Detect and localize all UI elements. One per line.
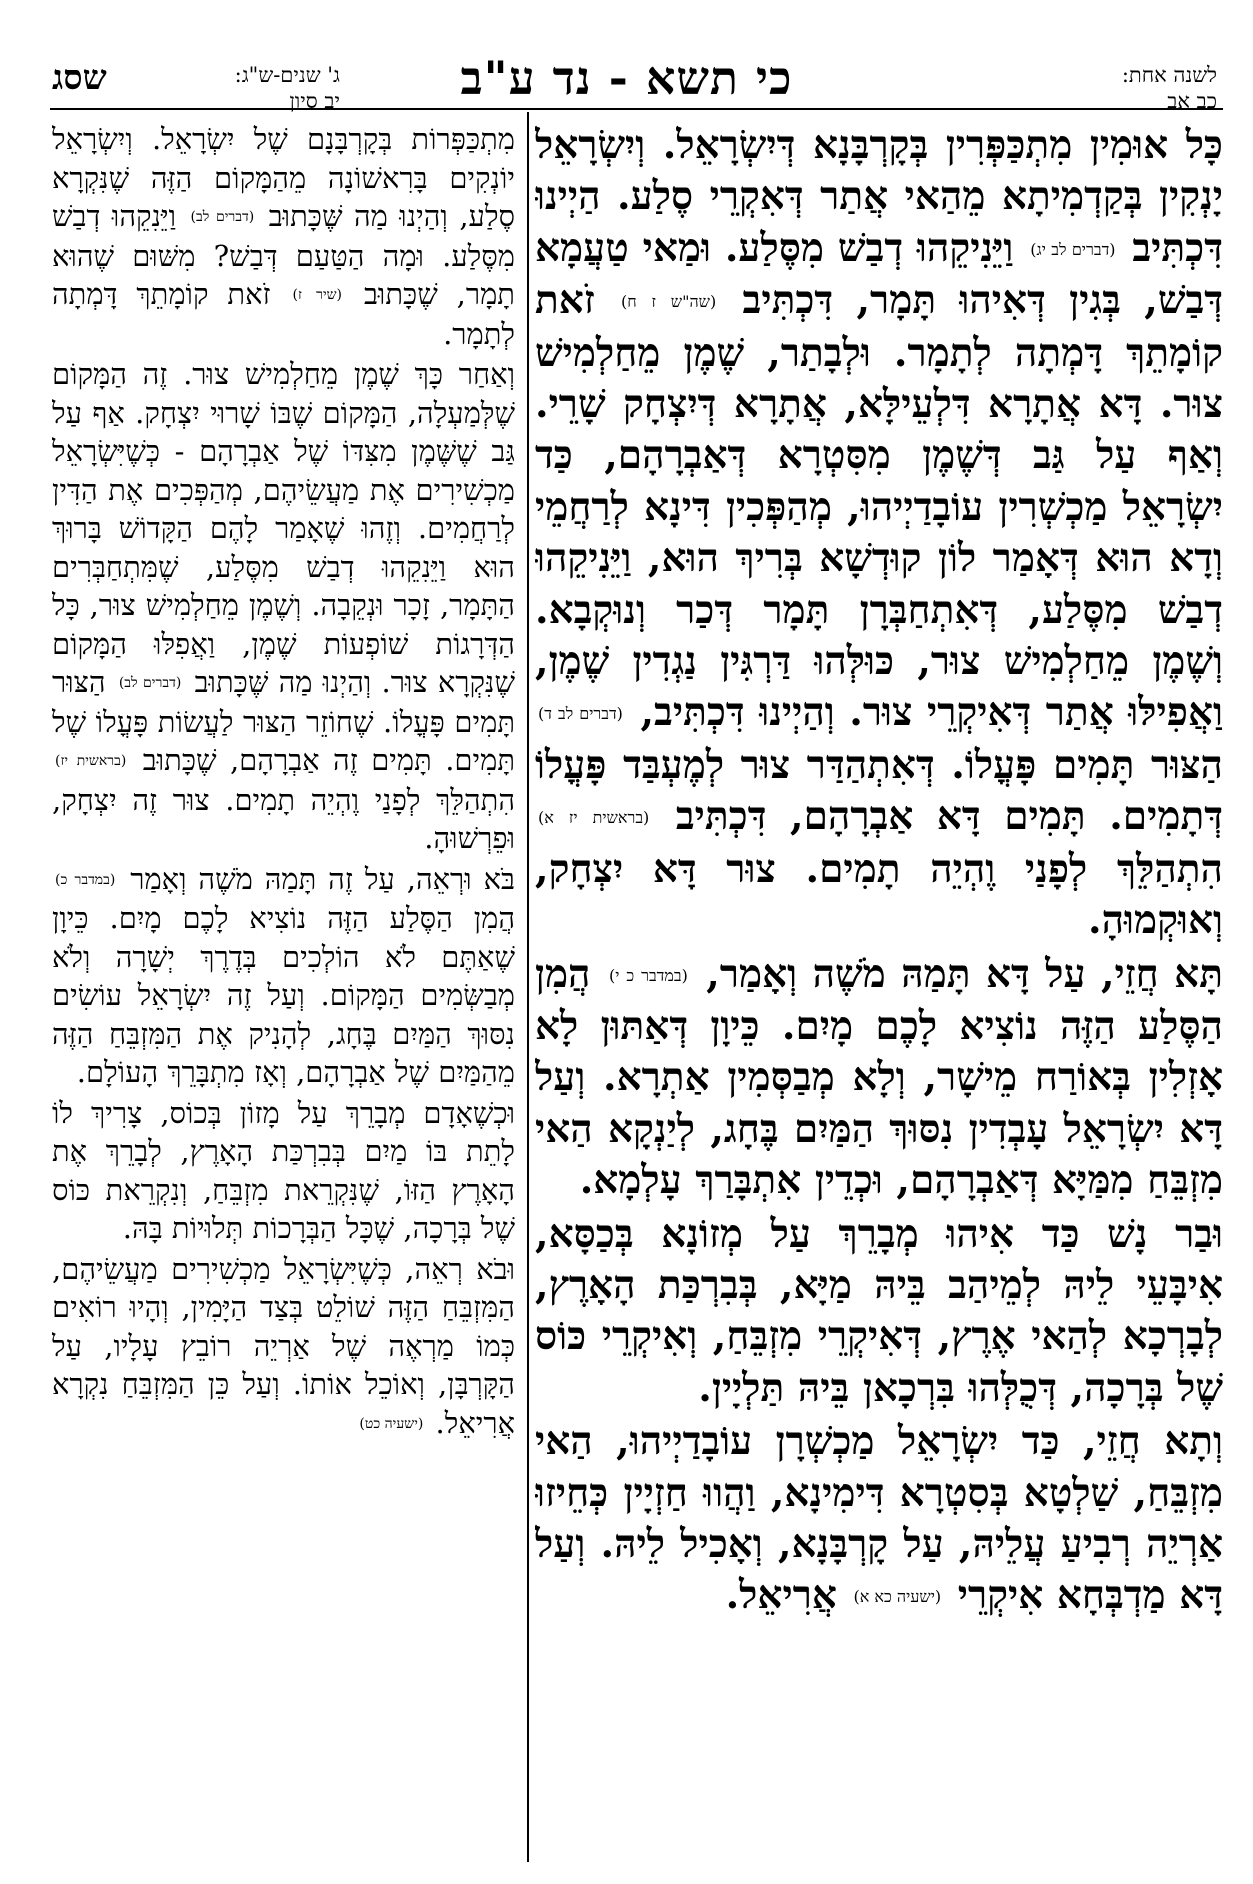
column-divider [527,112,529,1862]
source-reference: (במדבר כ) [55,871,116,888]
translation-paragraph [52,1094,515,1248]
translation-paragraph [52,120,515,353]
header-three-years-date: יב סיון [289,89,340,113]
translation-text: הֲמִן הַסֶּלַע הַזֶּה נוֹצִיא לָכֶם מָיִם. כֵּיוָן שֶׁאַתֶּם לֹא הוֹלְכִים בְּדֶרֶךְ יְשָׁרָה וְלֹא מְבַשְּׂמִים הַמָּקוֹם. וְעַל זֶה יִשְׂרָאֵל עוֹשִׂים נִסּוּךְ הַמַּיִם בֶּחָג, לְהָנִיק אֶת הַמִּזְבֵּחַ הַזֶּה מֵהַמַּיִם שֶׁל אַבְרָהָם, וְאָז מִתְבָּרֵךְ הָעוֹלָם. [52,901,515,1089]
source-reference: (דברים לב יג) [1030,239,1116,259]
translation-text: הַצּוּר תָּמִים פָּעֳלוֹ. שֶׁחוֹזֵר הַצּוּר לַעֲשׂוֹת פָּעֳלוֹ שֶׁל תָּמִים. תָּמִים זֶה אַבְרָהָם, שֶׁכָּתוּב [52,665,515,777]
translation-paragraph [52,1250,515,1444]
page-number: שסג [52,58,107,98]
source-reference: (ישעיה כא א) [853,1587,942,1607]
source-reference: (בראשית יז) [55,753,127,769]
main-text: הִתְהַלֵּךְ לְפָנַי וֶהְיֵה תָמִים. צוּר דָּא יִצְחָק, וְאוּקְמוּהָ. [535,845,1223,944]
main-text: תָּא חֲזֵי, עַל דָּא תָּמַהּ מֹשֶׁה וְאָמַר, [706,950,1223,997]
main-text-column [535,120,1223,1860]
translation-text: מִתְכַּפְּרוֹת בְּקָרְבָּנָם שֶׁל יִשְׂרָאֵל. וְיִשְׂרָאֵל יוֹנְקִים בָּרִאשׁוֹנָה מֵהַמָּקוֹם הַזֶּה שֶׁנִּקְרָא סֶלַע, וְהַיְנוּ מַה שֶּׁכָּתוּב [52,122,515,233]
main-text: זֹאת קוֹמָתֵךְ דָּמְתָה לְתָמָר. וּלְבָתַר, שֶׁמֶן מֵחַלְמִישׁ צוּר. דָּא אֲתָרָא דִּלְעֵילָּא, אֲתָרָא דְּיִצְחָק שָׁרֵי. וְאַף עַל גַּב דְּשֶׁמֶן מִסִּטְרָא דְּאַבְרָהָם, כַּד יִשְׂרָאֵל מַכְשְׁרִין עוֹבָדַיְיהוּ, מְהַפְּכִין דִּינָא לְרַחֲמֵי וְדָא הוּא דְּאָמַר לוֹן קוּדְשָׁא בְּרִיךְ הוּא, וַיֵּנִיקֵהוּ דְבַשׁ מִסֶּלַע, דְּאִתְחַבְּרָן תָּמָר דְּכַר וְנוּקְבָא. וְשֶׁמֶן מֵחַלְמִישׁ צוּר, כּוּלְּהוּ דַּרְגִּין נַגְדִין שֶׁמֶן, וַאֲפִילּוּ אֲתַר דְּאִיקְרֵי צוּר. וְהַיְינוּ דִּכְתִּיב, [535,277,1223,736]
main-text: אֲרִיאֵל. [725,1572,837,1619]
main-text: וַיֵּנִיקֵהוּ דְבַשׁ מִסֶּלַע. וּמַאי טַעֲמָא דְּבַשׁ, בְּגִין דְּאִיהוּ תָּמָר, דִּכְתִּיב [535,224,1223,324]
translation-text: בֹּא וּרְאֵה, עַל זֶה תָּמַהּ מֹשֶׁה וְאָמַר [130,861,515,896]
main-text: הַצּוּר תָּמִים פָּעֳלוֹ. דְּאִתְהַדַּר צוּר לְמֶעְבַּד פָּעֳלוֹ דְּתָמִים. תָּמִים דָּא אַבְרָהָם, דִּכְתִּיב [535,741,1223,840]
header-one-year-label: לשנה אחת: [1121,63,1217,87]
translation-text: וּבֹא רְאֵה, כְּשֶׁיִּשְׂרָאֵל מַכְשִׁירִים מַעֲשֵׂיהֶם, הַמִּזְבֵּחַ הַזֶּה שׁוֹלֵט בְּצַד הַיָּמִין, וְהָיוּ רוֹאִים כְּמוֹ מַרְאֶה שֶׁל אַרְיֵה רוֹבֵץ עָלָיו, עַל הַקָּרְבָּן, וְאוֹכֵל אוֹתוֹ. וְעַל כֵּן הַמִּזְבֵּחַ נִקְרָא אֲרִיאֵל. [52,1251,515,1440]
source-reference: (דברים לב ד) [538,704,623,724]
translation-text: הִתְהַלֵּךְ לְפָנַי וֶהְיֵה תָמִים. צוּר זֶה יִצְחָק, וּפֵרְשׁוּהָ. [52,782,515,855]
main-text: הֲמִן הַסֶּלַע הַזֶּה נוֹצִיא לָכֶם מָיִם. כֵּיוָן דְּאַתּוּן לָא אָזְלִין בְּאוֹרַח מֵישָׁר, וְלָא מְבַסְּמִין אַתְרָא. וְעַל דָּא יִשְׂרָאֵל עָבְדִין נִסּוּךְ הַמַּיִם בֶּחָג, לְיַנְקָא הַאי מִזְבֵּחַ מִמַּיָּא דְּאַבְרָהָם, וּכְדֵין אִתְבָּרַךְ עָלְמָא. [535,950,1223,1204]
main-text: וּבַר נָשׁ כַּד אִיהוּ מְבָרֵךְ עַל מְזוֹנָא בְּכַסָּא, אִיבָּעֵי לֵיהּ לְמֵיהַב בֵּיהּ מַיָּא, בְּבִרְכַּת הָאָרֶץ, לְבָרְכָא לְהַאי אֶרֶץ, דְּאִיקְרֵי מִזְבֵּחַ, וְאִיקְרֵי כּוֹס שֶׁל בְּרָכָה, דְּכֻלְּהוּ בִּרְכָאן בֵּיהּ תַּלְיָין. [535,1210,1223,1411]
translation-paragraph [52,860,515,1092]
translation-paragraph [52,355,515,858]
main-text: כָּל אוּמִין מִתְכַּפְּרִין בְּקָרְבָּנָא דְּיִשְׂרָאֵל. וְיִשְׂרָאֵל יָנְקִין בְּקַדְמִיתָא מֵהַאי אֲתַר דְּאִקְרֵי סֶלַע. הַיְינוּ דִּכְתִּיב [535,122,1223,271]
translation-text: וַיֵּנִקֵהוּ דְבַשׁ מִסֶּלַע. וּמָה הַטַּעַם דְּבַשׁ? מִשּׁוּם שֶׁהוּא תָמָר, שֶׁכָּתוּב [52,199,515,311]
translation-text: זֹאת קוֹמָתֵךְ דָּמְתָה לְתָמָר. [52,277,515,351]
main-paragraph [535,120,1223,947]
source-reference: (דברים לב) [118,675,182,691]
source-reference: (שה"ש ז ח) [621,292,717,312]
source-reference: (בראשית יז א) [538,808,650,828]
source-reference: (ישעיה כט) [359,1415,424,1432]
translation-text: וְאַחַר כָּךְ שֶׁמֶן מֵחַלְמִישׁ צוּר. זֶה הַמָּקוֹם שֶׁלְּמַעְלָה, הַמָּקוֹם שֶׁבּוֹ שָׁרוּי יִצְחָק. אַף עַל גַּב שֶׁשֶּׁמֶן מִצִּדּוֹ שֶׁל אַבְרָהָם - כְּשֶׁיִּשְׂרָאֵל מַכְשִׁירִים אֶת מַעֲשֵׂיהֶם, מְהַפְּכִים אֶת הַדִּין לְרַחֲמִים. וְזֶהוּ שֶׁאָמַר לָהֶם הַקָּדוֹשׁ בָּרוּךְ הוּא וַיֵּנִקֵהוּ דְבַשׁ מִסֶּלַע, שֶׁמִּתְחַבְּרִים הַתָּמָר, זָכָר וּנְקֵבָה. וְשֶׁמֶן מֵחַלְמִישׁ צוּר, כָּל הַדְּרָגוֹת שׁוֹפְעוֹת שֶׁמֶן, וַאֲפִלּוּ הַמָּקוֹם שֶׁנִּקְרָא צוּר. וְהַיְנוּ מַה שֶּׁכָּתוּב [52,357,515,699]
source-reference: (שיר ז) [292,287,342,303]
header-one-year-date: כב אב [1167,89,1217,113]
main-paragraph [535,1209,1223,1415]
translation-text: וּכְשֶׁאָדָם מְבָרֵךְ עַל מָזוֹן בְּכוֹס, צָרִיךְ לוֹ לָתֵת בּוֹ מַיִם בְּבִרְכַּת הָאָרֶץ, לְבָרֵךְ אֶת הָאָרֶץ הַזּוֹ, שֶׁנִּקְרֵאת מִזְבֵּחַ, וְנִקְרֵאת כּוֹס שֶׁל בְּרָכָה, שֶׁכָּל הַבְּרָכוֹת תְּלוּיוֹת בָּהּ. [52,1095,515,1245]
main-text: וְתָא חֲזֵי, כַּד יִשְׂרָאֵל מַכְשְׁרָן עוֹבָדַיְיהוּ, הַאי מִזְבֵּחַ, שַׁלְטָא בְּסִטְרָא דִּימִינָא, וַהֲווּ חַזְיָין כְּחֵיזוּ אַרְיֵה רְבִיעַ עֲלֵיהּ, עַל קָרְבָּנָא, וְאָכִיל לֵיהּ. וְעַל דָּא מַדְבְּחָא אִיקְרֵי [535,1418,1223,1619]
main-paragraph [535,949,1223,1207]
header-divider [50,108,1223,110]
source-reference: (דברים לב) [190,209,255,225]
header-three-years-label: ג' שנים-ש"ג: [234,63,340,87]
translation-column [52,120,515,1860]
main-paragraph [535,1416,1223,1623]
page-title: כי תשא - נד ע"ב [460,51,793,105]
header-date-three-years [170,62,340,114]
source-reference: (במדבר כ י) [608,965,688,985]
